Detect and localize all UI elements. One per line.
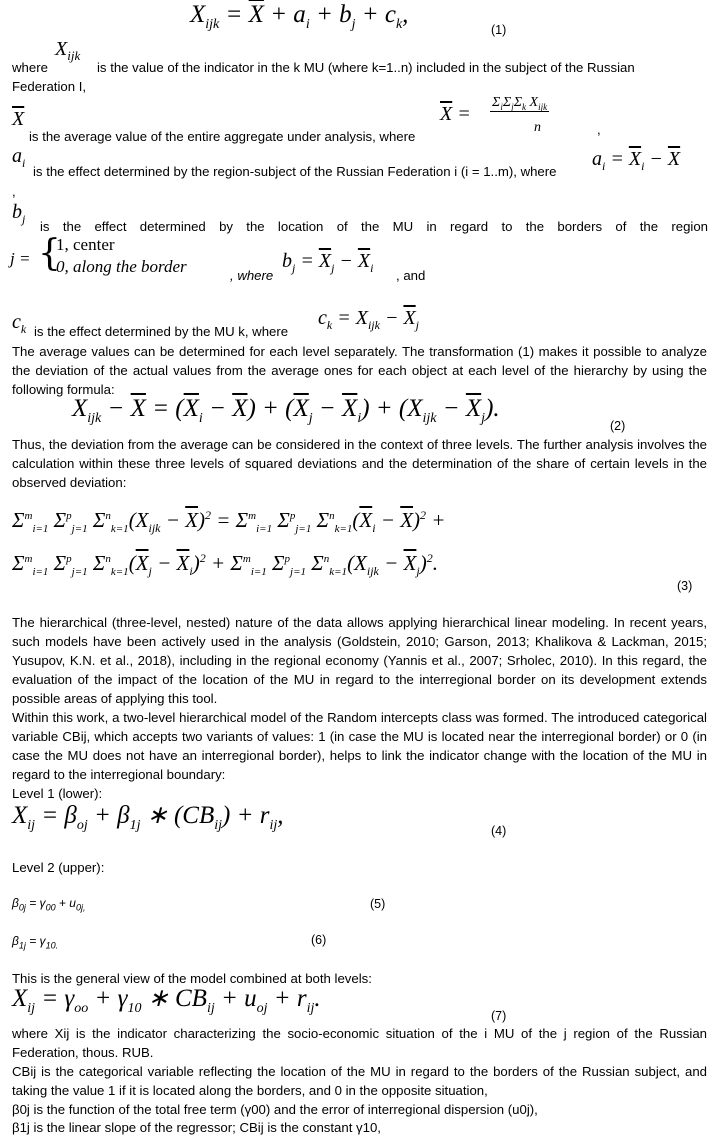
- paragraph-average-values: The average values can be determined for each level separately. The transformation (1) makes it possible to analyze the deviation of the actual values from the average ones for each object at each level of the hierarchy by using the following formula:: [12, 344, 707, 397]
- where-label: where: [12, 60, 48, 75]
- cbij-definition: CBij is the categorical variable reflecting the location of the MU in regard to the borders of the Russian subject, and taking the value 1 if it is located along the borders, and 0 in the opposite situation,: [12, 1064, 707, 1098]
- equation-2: $X_{ijk} - \overline{X} = (\overline{X}_i - \overline{X}) + (\overline{X}_j - \overline{X}_i) + (X_{ijk} - \overline{X}_j)$.: [72, 395, 500, 426]
- equation-2-number: (2): [610, 419, 626, 433]
- equation-7-number: (7): [491, 1009, 507, 1023]
- paragraph-hierarchical: The hierarchical (three-level, nested) nature of the data allows applying hierarchical linear modeling. In recent years, such models have been actively used in the analysis (Goldstein, 2010; Garson, 2013; Khalikova & Lackman, 2015; Yusupov, K.N. et al., 2018), including in the regional economy (Yannis et al., 2007; Srholec, 2010). In this regard, the evaluation of the impact of the location of the MU in regard to the interregional border on its development extends possible areas of applying this tool.: [12, 615, 707, 706]
- xbar-symbol: $\overline{X}$: [12, 108, 25, 130]
- xij-definition: where Xij is the indicator characterizing the socio-economic situation of the i MU of the j region of the Russian Federation, thous. RUB.: [12, 1026, 707, 1060]
- bj-where: , where: [230, 268, 274, 283]
- equation-3-number: (3): [677, 579, 693, 593]
- xijk-definition-cont: Federation I,: [12, 79, 87, 94]
- equation-4: $X_{ij} = \beta_{oj} + \beta_{1j}$ ∗ $(CB_{ij}) + r_{ij}$,: [12, 802, 284, 833]
- ck-definition: is the effect determined by the MU k, where: [34, 324, 289, 339]
- ck-symbol: $c_k$: [12, 311, 27, 336]
- xijk-definition: is the value of the indicator in the k MU (where k=1..n) included in the subject of the Russian: [97, 60, 635, 75]
- ck-formula: $c_k = X_{ijk} - \overline{X}_j$: [318, 307, 419, 332]
- bj-cases-brace: {: [38, 233, 61, 274]
- level-1-label: Level 1 (lower):: [12, 786, 103, 801]
- equation-1: $X_{ijk} = \overline{X} + a_i + b_j + c_k$,: [190, 1, 409, 32]
- paragraph-general-view: This is the general view of the model combined at both levels:: [12, 971, 372, 986]
- xbar-formula-numerator: $\Sigma_i\Sigma_j\Sigma_k$ $X_{ijk}$: [492, 95, 548, 112]
- equation-1-number: (1): [491, 23, 507, 37]
- ai-trailing-comma: ,: [12, 184, 16, 199]
- bj-formula: $b_j = \overline{X}_j - \overline{X}_i$: [282, 250, 374, 275]
- bj-and: , and: [396, 268, 426, 283]
- equation-6: $\beta_{1j} = \gamma_{10.}$: [12, 934, 59, 951]
- xbar-formula-denominator: n: [534, 120, 541, 135]
- bj-cases-lhs: j =: [10, 249, 31, 268]
- equation-6-number: (6): [311, 933, 327, 947]
- xbar-formula: $\overline{X}$ =: [440, 103, 471, 125]
- paragraph-thus: Thus, the deviation from the average can be considered in the context of three levels. The further analysis involves the calculation within these three levels of squared deviations and the determination of the share of certain levels in the observed deviation:: [12, 437, 707, 490]
- equation-5: $\beta_{0j} = \gamma_{00} + u_{0j,}$: [12, 896, 86, 913]
- bj-case-1: 1, center: [56, 235, 115, 254]
- xijk-symbol: $X_{ijk}$: [55, 38, 81, 63]
- bj-case-2: 0, along the border: [56, 257, 187, 276]
- xbar-definition: is the average value of the entire aggregate under analysis, where: [29, 129, 416, 144]
- equation-4-number: (4): [491, 824, 507, 838]
- equation-5-number: (5): [370, 897, 386, 911]
- ai-formula: $a_i = \overline{X}_i - \overline{X}$: [592, 148, 681, 173]
- b1j-definition: β1j is the linear slope of the regressor; CBij is the constant γ10,: [12, 1120, 381, 1135]
- ai-definition: is the effect determined by the region-subject of the Russian Federation i (i = 1..m), where: [33, 164, 557, 179]
- equation-7: $X_{ij} = \gamma_{oo} + \gamma_{10}$ ∗ $CB_{ij} + u_{oj} + r_{ij}$.: [12, 985, 321, 1016]
- bj-symbol: $b_j$: [12, 201, 26, 226]
- ai-symbol: $a_i$: [12, 145, 26, 170]
- equation-3-line-2: $\Sigma^m_{i=1}$ $\Sigma^p_{j=1}$ $\Sigma^n_{k=1}(\overline{X}_j - \overline{X}_i)^2 + \Sigma^m_{i=1}$ $\Sigma^p_{j=1}$ $\Sigma^n_{k=1}(X_{ijk} - \overline{X}_j)^2$.: [12, 551, 438, 579]
- level-2-label: Level 2 (upper):: [12, 860, 105, 875]
- bj-definition: is the effect determined by the location of the MU in regard to the borders of the region: [40, 219, 708, 234]
- xbar-trailing-comma: ,: [597, 122, 601, 137]
- equation-3-line-1: $\Sigma^m_{i=1}$ $\Sigma^p_{j=1}$ $\Sigma^n_{k=1}(X_{ijk} - \overline{X})^2 = \Sigma^m_{i=1}$ $\Sigma^p_{j=1}$ $\Sigma^n_{k=1}(\overline{X}_i - \overline{X})^2$ +: [12, 508, 446, 536]
- paragraph-within-this-work: Within this work, a two-level hierarchical model of the Random intercepts class was formed. The introduced categorical variable CBij, which accepts two variants of values: 1 (in case the MU is located near the interregional border) or 0 (in case the MU does not have an interregional border), helps to link the indicator change with the location of the MU in regard to the interregional boundary:: [12, 710, 707, 782]
- b0j-definition: β0j is the function of the total free term (γ00) and the error of interregional dispersion (u0j),: [12, 1102, 538, 1117]
